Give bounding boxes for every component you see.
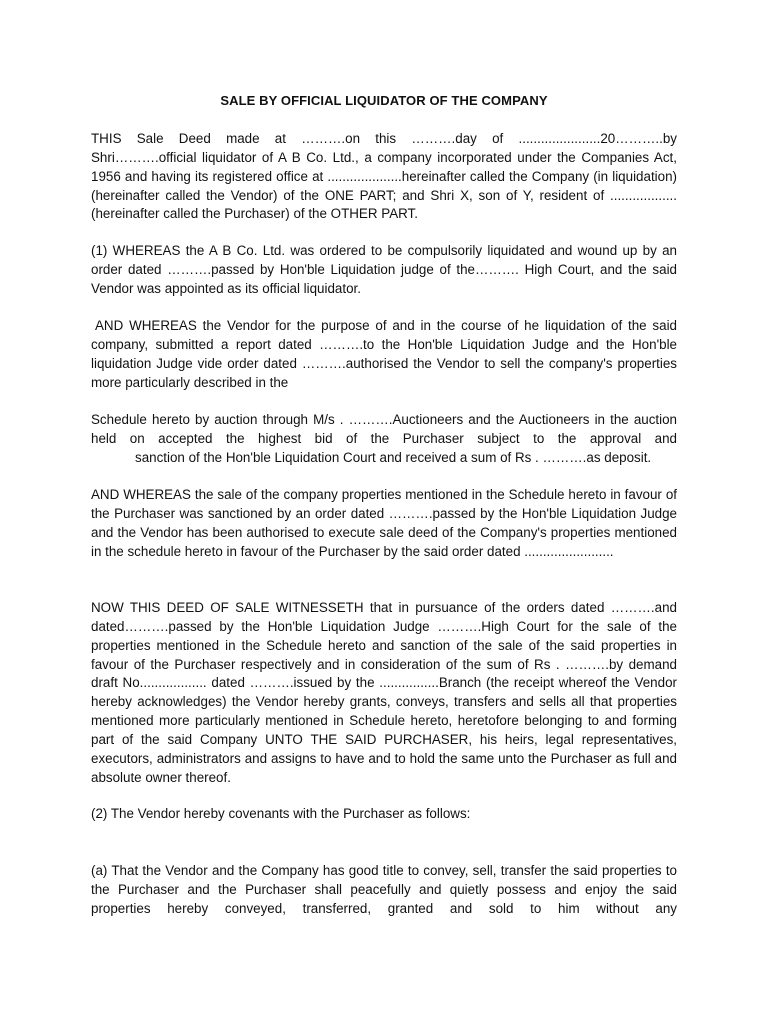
opening-paragraph: THIS Sale Deed made at ……….on this ……….day of ......................20………..by Shri……….official liquidator of A B Co. Ltd., a company incorporated under the Companies Act, 1956 and having its registered office at ....................hereinafter called the Company (in liquidation) (hereinafter called the Vendor) of the ONE PART; and Shri X, son of Y, resident of ..................(hereinafter called the Purchaser) of the OTHER PART.	[91, 131, 677, 222]
covenant-a-paragraph: (a) That the Vendor and the Company has good title to convey, sell, transfer the said properties to the Purchaser and the Purchaser shall peacefully and quietly possess and enjoy the said properties hereby conveyed, transferred, granted and sold to him without any	[91, 863, 677, 916]
whereas-paragraph-3: AND WHEREAS the sale of the company properties mentioned in the Schedule hereto in favour of the Purchaser was sanctioned by an order dated ……….passed by the Hon'ble Liquidation Judge and the Vendor has been authorised to execute sale deed of the Company's properties mentioned in the schedule hereto in favour of the Purchaser by the said order dated ........................	[91, 487, 677, 559]
deposit-paragraph: sanction of the Hon'ble Liquidation Court and received a sum of Rs . ……….as deposit.	[135, 450, 652, 465]
schedule-paragraph: Schedule hereto by auction through M/s . ……….Auctioneers and the Auctioneers in the auction held on accepted the highest bid of the Purchaser subject to the approval and	[91, 412, 677, 446]
witnesseth-paragraph: NOW THIS DEED OF SALE WITNESSETH that in pursuance of the orders dated ……….and dated……….passed by the Hon'ble Liquidation Judge ……….High Court for the sale of the properties mentioned in the Schedule hereto and sanction of the sale of the said properties in favour of the Purchaser respectively and in consideration of the sum of Rs . ……….by demand draft No.................. dated ……….issued by the ................Branch (the receipt whereof the Vendor hereby acknowledges) the Vendor hereby grants, conveys, transfers and sells all that properties mentioned more particularly mentioned in Schedule hereto, heretofore belonging to and forming part of the said Company UNTO THE SAID PURCHASER, his heirs, legal representatives, executors, administrators and assigns to have and to hold the same unto the Purchaser as full and absolute owner thereof.	[91, 600, 677, 785]
whereas-paragraph-2: AND WHEREAS the Vendor for the purpose of and in the course of he liquidation of the said company, submitted a report dated ……….to the Hon'ble Liquidation Judge and the Hon'ble liquidation Judge vide order dated ……….authorised the Vendor to sell the company's properties more particularly described in the	[91, 318, 677, 390]
document-title: SALE BY OFFICIAL LIQUIDATOR OF THE COMPANY	[220, 93, 548, 108]
covenants-paragraph: (2) The Vendor hereby covenants with the Purchaser as follows:	[91, 806, 471, 821]
whereas-paragraph-1: (1) WHEREAS the A B Co. Ltd. was ordered to be compulsorily liquidated and wound up by an order dated ……….passed by Hon'ble Liquidation judge of the………. High Court, and the said Vendor was appointed as its official liquidator.	[91, 243, 677, 296]
